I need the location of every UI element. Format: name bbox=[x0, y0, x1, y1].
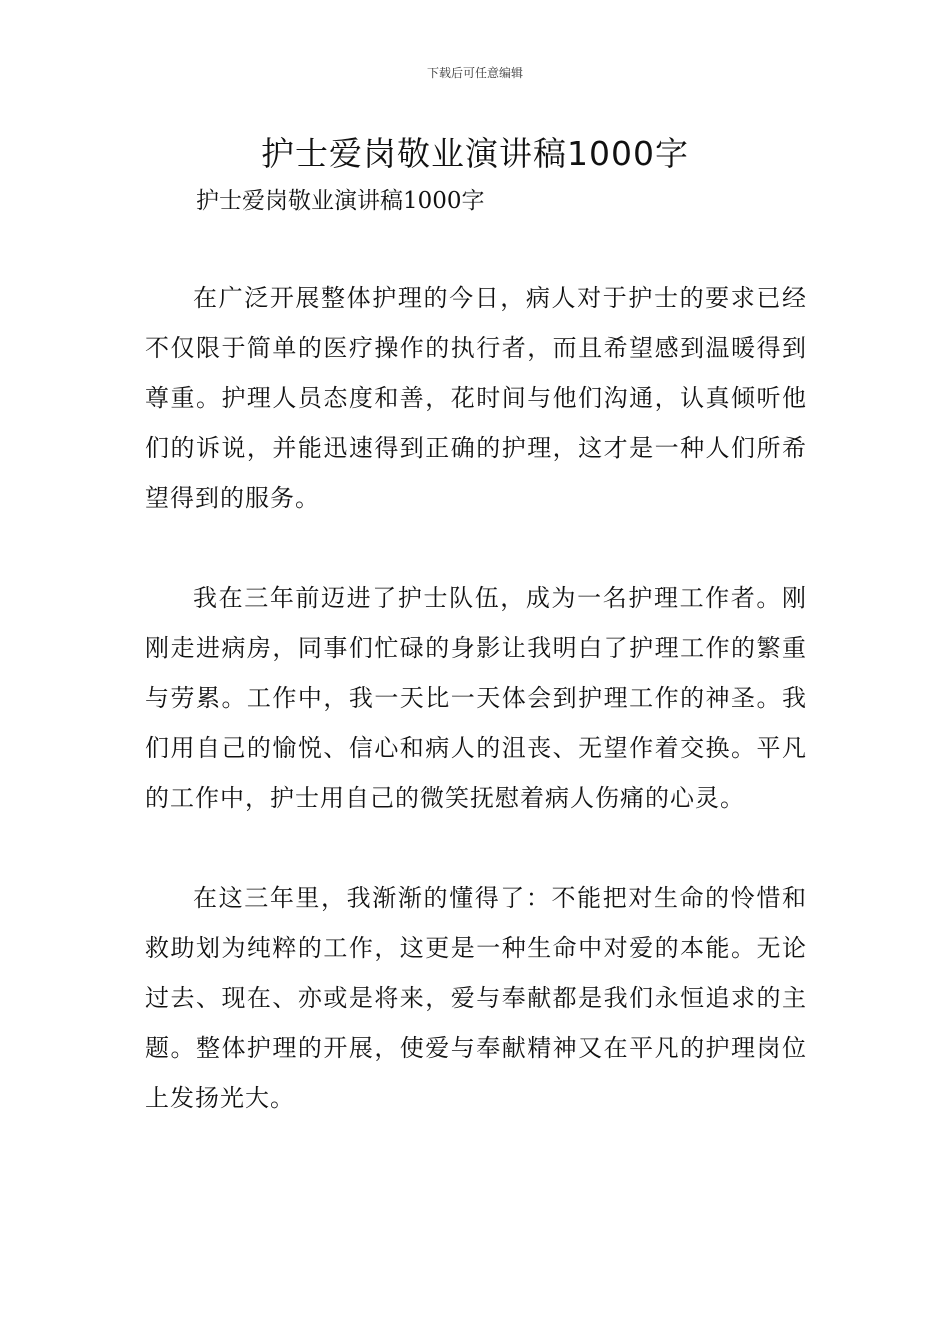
paragraph-2: 我在三年前迈进了护士队伍，成为一名护理工作者。刚刚走进病房，同事们忙碌的身影让我明白了护理工作的繁重与劳累。工作中，我一天比一天体会到护理工作的神圣。我们用自己的愉悦、信心和病人的沮丧、无望作着交换。平凡的工作中，护士用自己的微笑抚慰着病人伤痛的心灵。 bbox=[145, 584, 807, 812]
paragraph-3: 在这三年里，我渐渐的懂得了：不能把对生命的怜惜和救助划为纯粹的工作，这更是一种生命中对爱的本能。无论过去、现在、亦或是将来，爱与奉献都是我们永恒追求的主题。整体护理的开展，使爱与奉献精神又在平凡的护理岗位上发扬光大。 bbox=[145, 884, 807, 1112]
paragraph-1: 在广泛开展整体护理的今日，病人对于护士的要求已经不仅限于简单的医疗操作的执行者，而且希望感到温暖得到尊重。护理人员态度和善，花时间与他们沟通，认真倾听他们的诉说，并能迅速得到正确的护理，这才是一种人们所希望得到的服务。 bbox=[145, 284, 807, 512]
document-subtitle: 护士爱岗敬业演讲稿1000字 bbox=[196, 188, 485, 214]
page-header-note: 下载后可任意编辑 bbox=[426, 66, 523, 80]
document-title: 护士爱岗敬业演讲稿1000字 bbox=[261, 134, 689, 173]
document-body bbox=[145, 273, 807, 1123]
